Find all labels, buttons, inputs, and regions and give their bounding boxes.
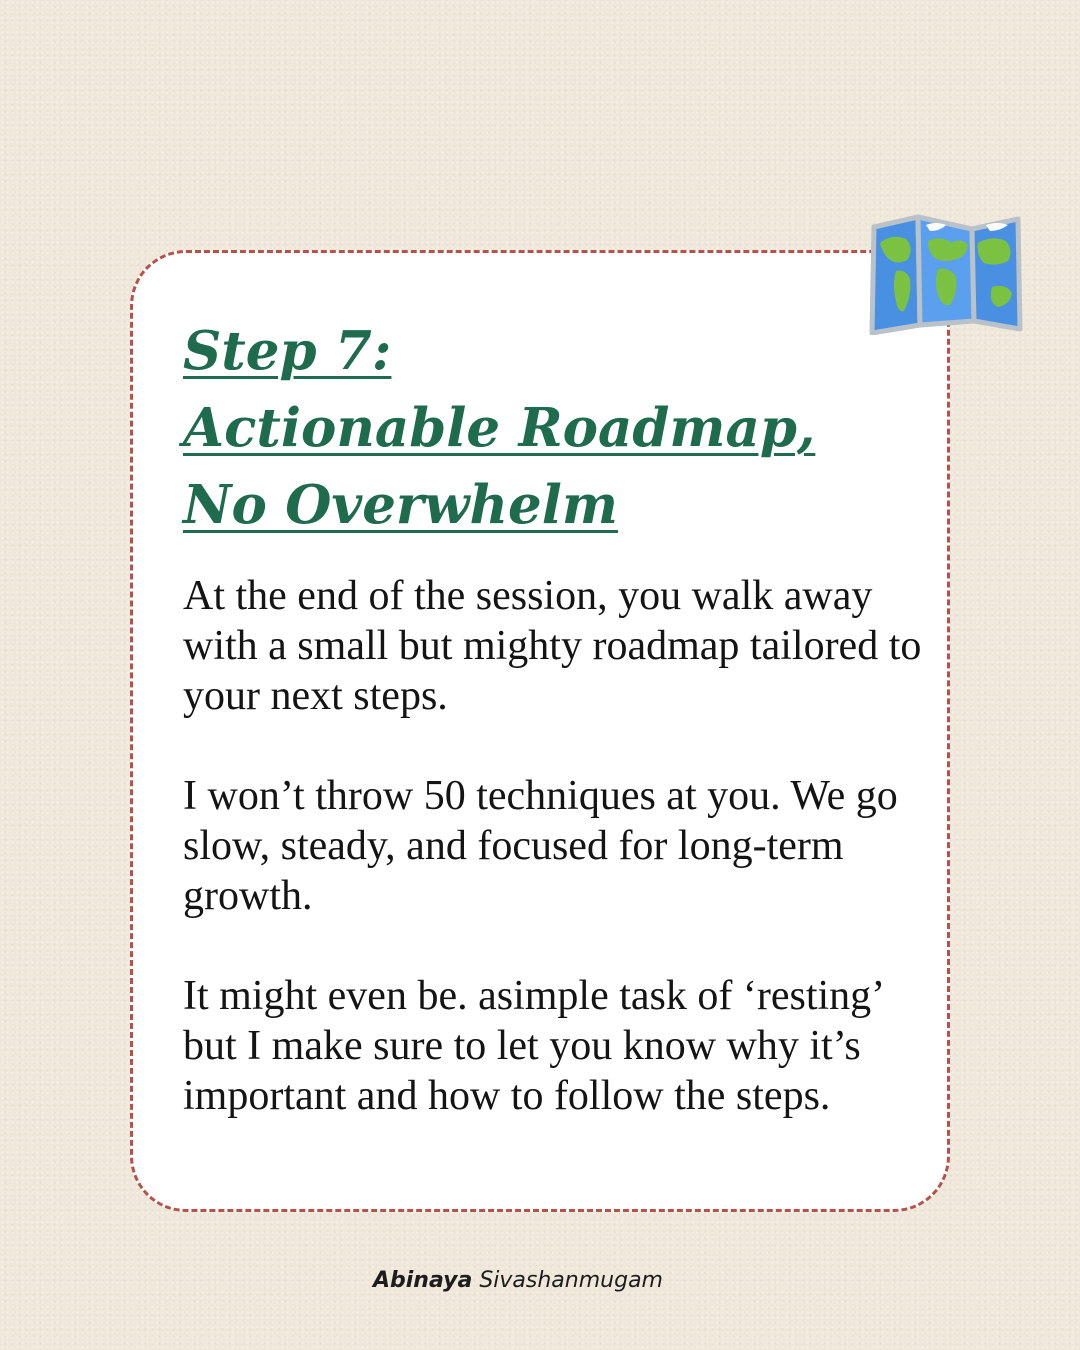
world-map-icon <box>866 213 1026 335</box>
author-first-name: Abinaya <box>372 1268 473 1293</box>
paragraph-techniques: I won’t throw 50 techniques at you. We go slow, steady, and focused for long-term growth. <box>183 773 898 919</box>
step-heading <box>183 313 883 544</box>
heading-line-3: No Overwhelm <box>183 474 618 536</box>
author-last-name: Sivashanmugam <box>479 1268 663 1293</box>
paragraph-roadmap: At the end of the session, you walk away with a small but mighty roadmap tailored to your next steps. <box>183 573 922 719</box>
author-signature <box>0 1268 1036 1293</box>
heading-line-1: Step 7: <box>183 320 392 382</box>
paragraph-resting: It might even be. asimple task of ‘resting’ but I make sure to let you know why it’s important and how to follow the steps. <box>183 973 883 1119</box>
heading-line-2: Actionable Roadmap, <box>183 397 816 459</box>
